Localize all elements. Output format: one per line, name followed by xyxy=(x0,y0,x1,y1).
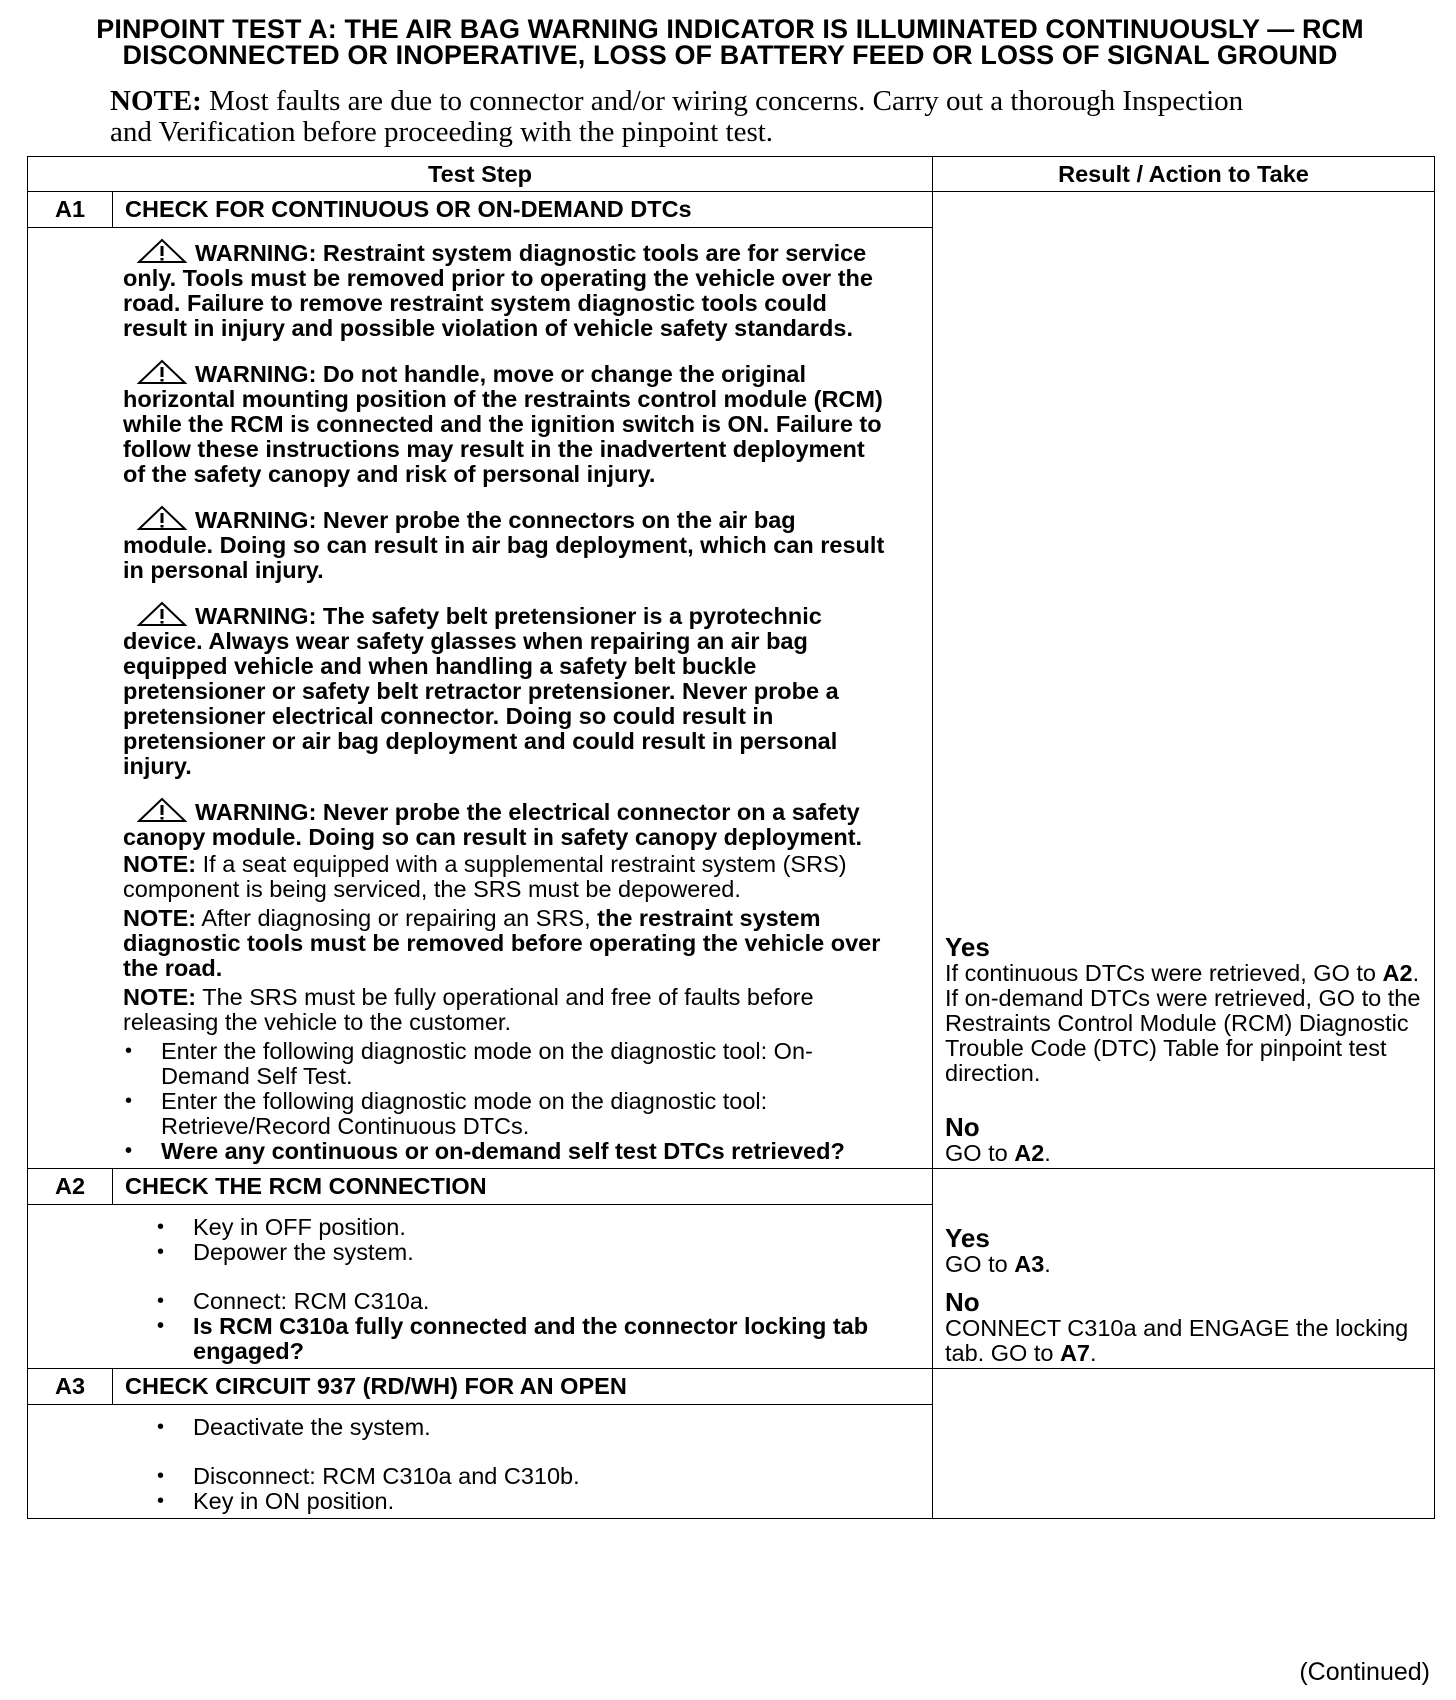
a2-yes-text: GO to A3. xyxy=(945,1251,1051,1277)
a1-yes-text: If continuous DTCs were retrieved, GO to A2. If on-demand DTCs were retrieved, GO to the Restraints Control Module (RCM) Diagnostic Trouble Code (DTC) Table for pinpoint test direction. xyxy=(945,960,1421,1086)
header-result-action: Result / Action to Take xyxy=(933,157,1435,192)
a2-step-list xyxy=(155,1215,892,1364)
step-id-a1: A1 xyxy=(28,192,113,228)
a1-no-text: GO to A2. xyxy=(945,1140,1051,1166)
table-header-row xyxy=(28,157,1435,192)
step-id-a2: A2 xyxy=(28,1169,113,1205)
warning-triangle-icon xyxy=(137,238,187,264)
step-a1-title-row xyxy=(28,192,1435,228)
result-cell-a1 xyxy=(933,192,1435,1169)
a3-step-list xyxy=(155,1415,892,1514)
a2-no-text: CONNECT C310a and ENGAGE the locking tab. GO to A7. xyxy=(945,1315,1409,1366)
list-item: • Key in ON position. xyxy=(155,1489,892,1514)
warning-triangle-icon xyxy=(137,505,187,531)
pinpoint-test-table xyxy=(27,156,1435,1519)
step-title-a3: CHECK CIRCUIT 937 (RD/WH) FOR AN OPEN xyxy=(113,1369,933,1405)
list-item: • Enter the following diagnostic mode on the diagnostic tool: On-Demand Self Test. xyxy=(123,1039,892,1089)
result-cell-a2 xyxy=(933,1169,1435,1369)
step-body-a2 xyxy=(28,1205,933,1369)
step-body-a3 xyxy=(28,1405,933,1519)
page-title xyxy=(30,16,1430,68)
step-body-a1 xyxy=(28,228,933,1169)
a1-step-list xyxy=(123,1039,892,1164)
warning-1: WARNING: Restraint system diagnostic tools are for service only. Tools must be removed prior to operating the vehicle over the road. Failure to remove restraint system diagnostic tools could result in injury and possible violation of vehicle safety standards. xyxy=(123,240,873,341)
list-item: • Deactivate the system. xyxy=(155,1415,892,1440)
continued-label: (Continued) xyxy=(1299,1658,1430,1686)
step-title-a1: CHECK FOR CONTINUOUS OR ON-DEMAND DTCs xyxy=(113,192,933,228)
a1-yes-ref: A2 xyxy=(1382,960,1413,986)
step-a2-title-row xyxy=(28,1169,1435,1205)
a2-yes-label: Yes xyxy=(945,1223,990,1253)
intro-note-label: NOTE: xyxy=(110,85,202,117)
a1-note-1: NOTE: If a seat equipped with a supplemental restraint system (SRS) component is being serviced, the SRS must be depowered. xyxy=(123,851,847,902)
warning-2: WARNING: Do not handle, move or change the original horizontal mounting position of the restraints control module (RCM) while the RCM is connected and the ignition switch is ON. Failure to follow these instructions may result in the inadvertent deployment of the safety canopy and risk of personal injury. xyxy=(123,361,883,487)
intro-note-text: Most faults are due to connector and/or wiring concerns. Carry out a thorough Inspection and Verification before proceeding with the pinpoint test. xyxy=(110,85,1244,148)
a2-no-label: No xyxy=(945,1287,980,1317)
list-item: • Depower the system. xyxy=(155,1240,892,1265)
title-line-2: DISCONNECTED OR INOPERATIVE, LOSS OF BATTERY FEED OR LOSS OF SIGNAL GROUND xyxy=(122,40,1338,70)
list-item: • Connect: RCM C310a. xyxy=(155,1289,892,1314)
title-line-1: PINPOINT TEST A: THE AIR BAG WARNING INDICATOR IS ILLUMINATED CONTINUOUSLY — RCM xyxy=(96,14,1364,44)
list-item: • Were any continuous or on-demand self test DTCs retrieved? xyxy=(123,1139,892,1164)
warning-triangle-icon xyxy=(137,359,187,385)
a1-note-3: NOTE: The SRS must be fully operational and free of faults before releasing the vehicle to the customer. xyxy=(123,984,814,1035)
warning-3: WARNING: Never probe the connectors on the air bag module. Doing so can result in air bag deployment, which can result in personal injury. xyxy=(123,507,885,583)
step-a3-title-row xyxy=(28,1369,1435,1405)
list-item: • Is RCM C310a fully connected and the connector locking tab engaged? xyxy=(155,1314,892,1364)
warning-4: WARNING: The safety belt pretensioner is a pyrotechnic device. Always wear safety glasses when repairing an air bag equipped vehicle and when handling a safety belt buckle pretensioner or safety belt retractor pretensioner. Never probe a pretensioner electrical connector. Doing so could result in pretensioner or air bag deployment and could result in personal injury. xyxy=(123,603,839,779)
list-item: • Enter the following diagnostic mode on the diagnostic tool: Retrieve/Record Continuous DTCs. xyxy=(123,1089,892,1139)
a1-note-2: NOTE: After diagnosing or repairing an SRS, the restraint system diagnostic tools must be removed before operating the vehicle over the road. xyxy=(123,905,881,981)
a1-yes-label: Yes xyxy=(945,932,990,962)
list-item: • Disconnect: RCM C310a and C310b. xyxy=(155,1464,892,1489)
intro-note xyxy=(110,86,1260,148)
list-item: • Key in OFF position. xyxy=(155,1215,892,1240)
step-id-a3: A3 xyxy=(28,1369,113,1405)
warning-triangle-icon xyxy=(137,601,187,627)
a1-no-ref: A2 xyxy=(1014,1140,1045,1166)
a1-no-label: No xyxy=(945,1112,980,1142)
warning-triangle-icon xyxy=(137,797,187,823)
warning-5: WARNING: Never probe the electrical connector on a safety canopy module. Doing so can result in safety canopy deployment. xyxy=(123,799,863,850)
step-title-a2: CHECK THE RCM CONNECTION xyxy=(113,1169,933,1205)
header-test-step: Test Step xyxy=(28,157,933,192)
result-cell-a3 xyxy=(933,1369,1435,1519)
